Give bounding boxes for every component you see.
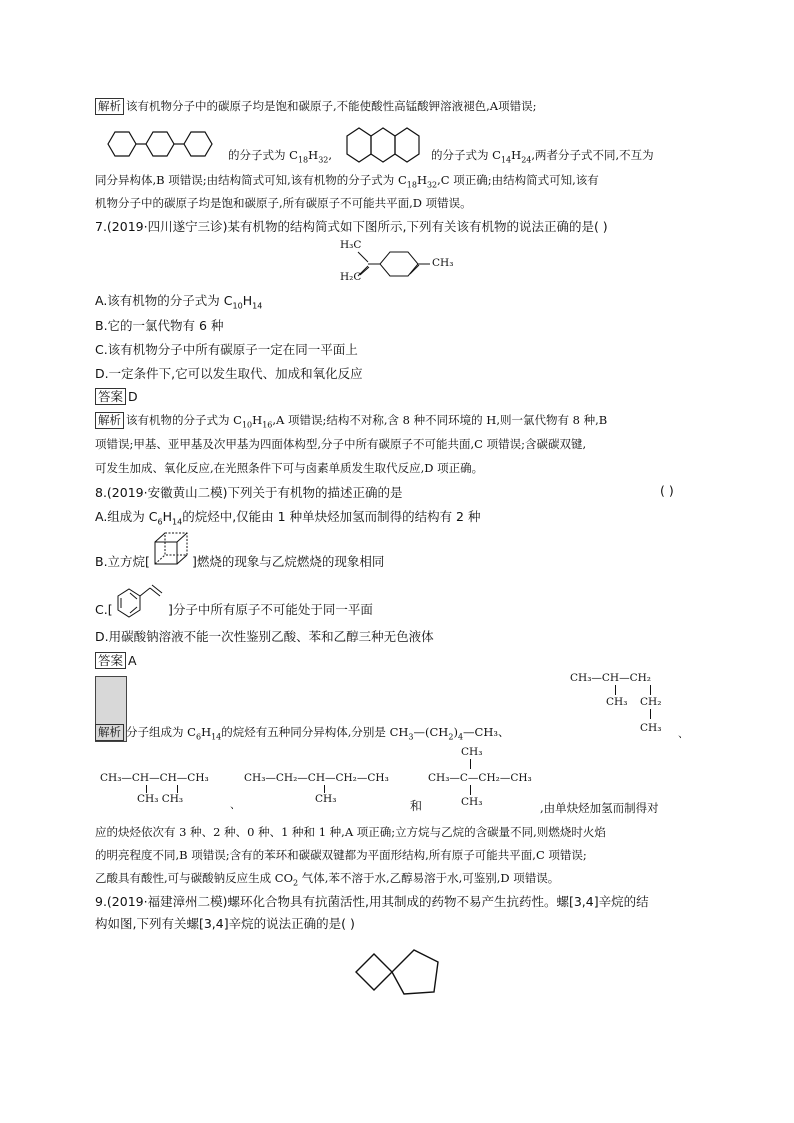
explanation-tag: 解析 xyxy=(95,98,124,115)
q8-explanation-line1: 解析 分子组成为 $C_6H_{14}$的烷烃有五种同分异构体,分别是 $CH_3—(CH_2)_4—CH_3$、 xyxy=(95,722,509,747)
q8-option-b-suffix: ]燃烧的现象与乙烷燃烧的现象相同 xyxy=(192,554,385,569)
q7-option-b: B.它的一氯代物有 6 种 xyxy=(95,318,224,333)
q7-option-a: A.该有机物的分子式为 $C_{10}H_{14}$ xyxy=(95,293,263,311)
q8-option-d: D.用碳酸钠溶液不能一次性鉴别乙酸、苯和乙醇三种无色液体 xyxy=(95,629,434,644)
q9-stem-line1: 9.(2019·福建漳州二模)螺环化合物具有抗菌活性,用其制成的药物不易产生抗药性。螺[3,4]辛烷的结 xyxy=(95,894,649,909)
q8-isomer-b-structure: CH₃—CH—CH—CH₃ CH₃ CH₃ xyxy=(100,772,209,805)
q8-option-a: A.组成为 $C_6H_{14}$的烷烃中,仅能由 1 种单炔烃加氢而制得的结构有 2 种 xyxy=(95,509,481,527)
q9-stem-line2: 构如图,下列有关螺[3,4]辛烷的说法正确的是( ) xyxy=(95,916,355,931)
q8-option-b-prefix: B.立方烷[ xyxy=(95,554,150,569)
q8-isomer-c-structure: CH₃—CH₂—CH—CH₂—CH₃ CH₃ xyxy=(244,772,389,805)
q8-option-c-prefix: C.[ xyxy=(95,602,113,617)
q8-separator-1: 、 xyxy=(230,799,241,811)
q7-explanation-line2: 项错误;甲基、亚甲基及次甲基为四面体构型,分子中所有碳原子不可能共面,C 项错误;含碳碳双键, xyxy=(95,437,587,451)
q7-stem: 7.(2019·四川遂宁三诊)某有机物的结构简式如下图所示,下列有关该有机物的说法正确的是( ) xyxy=(95,219,608,234)
spiro-octane-structure xyxy=(352,944,444,1000)
prev-explanation-line3: 同分异构体,B 项错误;由结构简式可知,该有机物的分子式为 $C_{18}H_{32},C$ 项正确;由结构简式可知,该有 xyxy=(95,173,599,190)
q8-explanation-line2: ,由单炔烃加氢而制得对 xyxy=(540,801,659,815)
prev-explanation-line2a: 的分子式为 $C_{18}H_{32}$, xyxy=(228,148,333,165)
q8-explanation-line4: 的明亮程度不同,B 项错误;含有的苯环和碳碳双键都为平面形结构,所有原子可能共平面,C 项错误; xyxy=(95,848,587,862)
prev-explanation-line4: 机物分子中的碳原子均是饱和碳原子,所有碳原子不可能共平面,D 项错误。 xyxy=(95,196,472,210)
q8-isomer-a-structure: CH₃—CH—CH₂ CH₃ CH₂ CH₃ 、 xyxy=(570,672,689,740)
q8-option-c-suffix: ]分子中所有原子不可能处于同一平面 xyxy=(168,602,373,617)
q8-separator-2: 和 xyxy=(410,799,423,813)
q7-option-d: D.一定条件下,它可以发生取代、加成和氧化反应 xyxy=(95,366,363,381)
q7-answer: 答案 D xyxy=(95,387,138,407)
perhydroanthracene-structure xyxy=(344,124,428,168)
cubane-structure xyxy=(152,530,192,570)
q8-explanation-line3: 应的炔烃依次有 3 种、2 种、0 种、1 种和 1 种,A 项正确;立方烷与乙烷的含碳量不同,则燃烧时火焰 xyxy=(95,825,606,839)
q8-stem: 8.(2019·安徽黄山二模)下列关于有机物的描述正确的是 xyxy=(95,485,403,500)
q7-option-c: C.该有机物分子中所有碳原子一定在同一平面上 xyxy=(95,342,358,357)
q7-explanation-line3: 可发生加成、氧化反应,在光照条件下可与卤素单质发生取代反应,D 项正确。 xyxy=(95,461,484,475)
q7-explanation-line1: 解析 该有机物的分子式为 $C_{10}H_{16},A$ 项错误;结构不对称,含 8 种不同环境的 H,则一氯代物有 8 种,B xyxy=(95,410,607,435)
q7-structure: H₃C H₂C CH₃ xyxy=(340,239,454,283)
tricyclohexyl-structure xyxy=(103,128,223,160)
q8-answer-paren: ( ) xyxy=(660,483,674,498)
styrene-structure xyxy=(112,578,168,624)
prev-explanation-line2b: 的分子式为 $C_{14}H_{24}$,两者分子式不同,不互为 xyxy=(431,148,654,165)
q8-explanation-line5: 乙酸具有酸性,可与碳酸钠反应生成 $CO_2$ 气体,苯不溶于水,乙醇易溶于水,可鉴别,D 项错误。 xyxy=(95,871,560,888)
q8-isomer-d-structure: CH₃ CH₃—C—CH₂—CH₃ CH₃ xyxy=(428,746,532,808)
q8-answer: 答案 A xyxy=(95,651,137,671)
prev-explanation-line1: 解析 该有机物分子中的碳原子均是饱和碳原子,不能使酸性高锰酸钾溶液褪色,A项错误; xyxy=(95,96,537,116)
